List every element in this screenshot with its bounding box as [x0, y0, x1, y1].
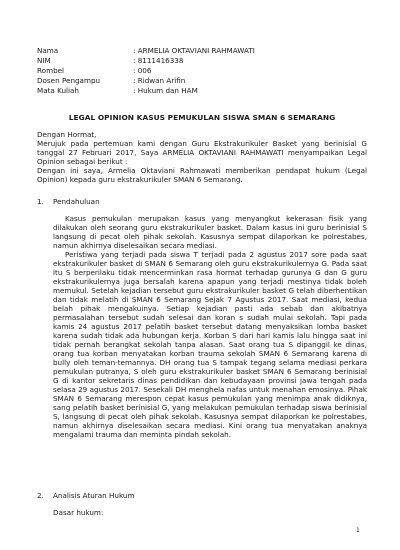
section-title: Pendahuluan: [53, 197, 100, 206]
identity-label: Rombel: [37, 66, 65, 75]
identity-block: [37, 46, 367, 96]
page-number: 1: [356, 527, 360, 534]
body-paragraph: Kasus pemukulan merupakan kasus yang menyangkut kekerasan fisik yang dilakukan oleh seorang guru ekstrakurikuler basket. Dalam kasus ini guru berinisial S langsung di pecat oleh pihak sekolah. Kasusnya sempat dilaporkan ke polrestabes, namun akhirnya diselesaikan secara mediasi.: [53, 214, 367, 250]
identity-label: NIM: [37, 56, 51, 65]
document-title: LEGAL OPINION KASUS PEMUKULAN SISWA SMAN 6 SEMARANG: [68, 113, 336, 122]
identity-row-nim: [37, 56, 367, 66]
identity-value: : 8111416338: [133, 56, 184, 65]
identity-label: Mata Kuliah: [37, 86, 79, 95]
identity-row-name: [37, 46, 367, 56]
identity-row-rombel: [37, 66, 367, 76]
identity-value: : Hukum dan HAM: [133, 86, 198, 95]
identity-label: Dosen Pengampu: [37, 76, 101, 85]
identity-value: : 006: [133, 66, 152, 75]
section-heading-pendahuluan: [37, 197, 100, 206]
section-number: 1.: [37, 197, 44, 206]
identity-label: Nama: [37, 46, 59, 55]
dasar-hukum-label: Dasar hukum:: [53, 508, 104, 517]
section-title: Analisis Aturan Hukum: [53, 491, 135, 500]
identity-row-matkul: [37, 86, 367, 96]
opening-section: [37, 130, 367, 184]
section-heading-analisis: [37, 491, 134, 500]
body-paragraph: Peristiwa yang terjadi pada siswa T terjadi pada 2 agustus 2017 sore pada saat ekstrakurikuler basket di SMAN 6 Semarang oleh guru ekstrakurikulernya G. Pada saat itu S berperilaku tidak mencerminkan rasa hormat terhadap gurunya G dan G guru ekstrakurikulernya juga bersalah karena apapun yang terjadi mestinya tidak boleh memukul. Setelah kejadian tersebut guru ekstrakurikuler basket G telah diberhentikan dan tidak melatih di SMAN 6 Semarang Sejak 7 Agustus 2017. Saat mediasi, kedua belah pihak mengakuinya. Setiap kejadian pasti ada sebab dan akibatnya permasalahan tersebut sudah selesai dan koran s sudah mulai sekolah. Tapi pada kamis 24 agustus 2017 pelatih basket tersebut datang menyaksikan lomba basket karena sudah tidak ada hubungan kerja. Korban S dari hari kamis lalu hingga saat ini tidak pernah berangkat sekolah tanpa alasan. Saat orang tua S dipanggil ke dinas, orang tua korban menyatakan korban trauma sekolah SMAN 6 Semarang karena di bully oleh teman-temannya. DH orang tua S tampak tegang selama mediasi perkara pemukulan putranya, S oleh guru ekstrakurikuler basket SMAN 6 Semarang berinisial G di kantor sekretaris dinas pendidikan dan kebudayaan provinsi jawa tengah pada selasa 29 agustus 2017. Sesekali DH menghela nafas untuk menahan emosinya. Pihak SMAN 6 Semarang merespon cepat kasus pemukulan yang menimpa anak didiknya, sang pelatih basket berinisial G, yang melakukan pemukulan terhadap siswa berinisial S, langsung di pecat oleh pihak sekolah. Kasusnya sempat dilaporkan ke polrestabes, namun akhirnya diselesaikan secara mediasi. Kini orang tua menyatakan anaknya mengalami trauma dan meminta pindah sekolah.: [53, 250, 367, 439]
identity-row-dosen: [37, 76, 367, 86]
section-body-pendahuluan: [53, 214, 367, 439]
section-number: 2.: [37, 491, 44, 500]
opening-paragraph: Dengan ini saya, Armelia Oktaviani Rahmawati memberikan pendapat hukum (Legal Opinion) kepada guru ekstrakurikuler SMAN 6 Semarang.: [37, 166, 367, 184]
opening-paragraph: Merujuk pada pertemuan kami dengan Guru Ekstrakurikuler Basket yang berinisial G tanggal 27 Februari 2017, Saya ARMELIA OKTAVIANI RAHMAWATI menyampaikan Legal Opinion sebagai berikut :: [37, 139, 367, 166]
greeting: Dengan Hormat,: [37, 130, 97, 139]
identity-value: : ARMELIA OKTAVIANI RAHMAWATI: [133, 46, 255, 55]
identity-value: : Ridwan Arifin: [133, 76, 186, 85]
